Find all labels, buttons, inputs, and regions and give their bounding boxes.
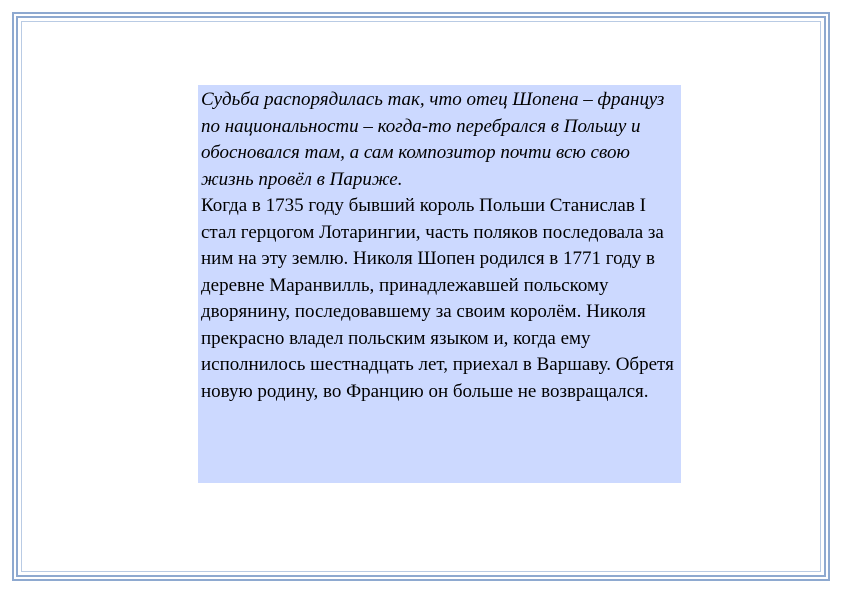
text-box [198, 85, 681, 483]
regular-paragraph: Когда в 1735 году бывший король Польши Станислав I стал герцогом Лотарингии, часть поляков последовала за ним на эту землю. Николя Шопен родился в 1771 году в деревне Маранвилль, принадлежавшей польскому дворянину, последовавшему за своим королём. Николя прекрасно владел польским языком и, когда ему исполнилось шестнадцать лет, приехал в Варшаву. Обретя новую родину, во Францию он больше не возвращался. [201, 195, 674, 402]
italic-paragraph: Судьба распорядилась так, что отец Шопена – француз по национальности – когда-то перебрался в Польшу и обосновался там, а сам композитор почти всю свою жизнь провёл в Париже. [201, 89, 665, 190]
